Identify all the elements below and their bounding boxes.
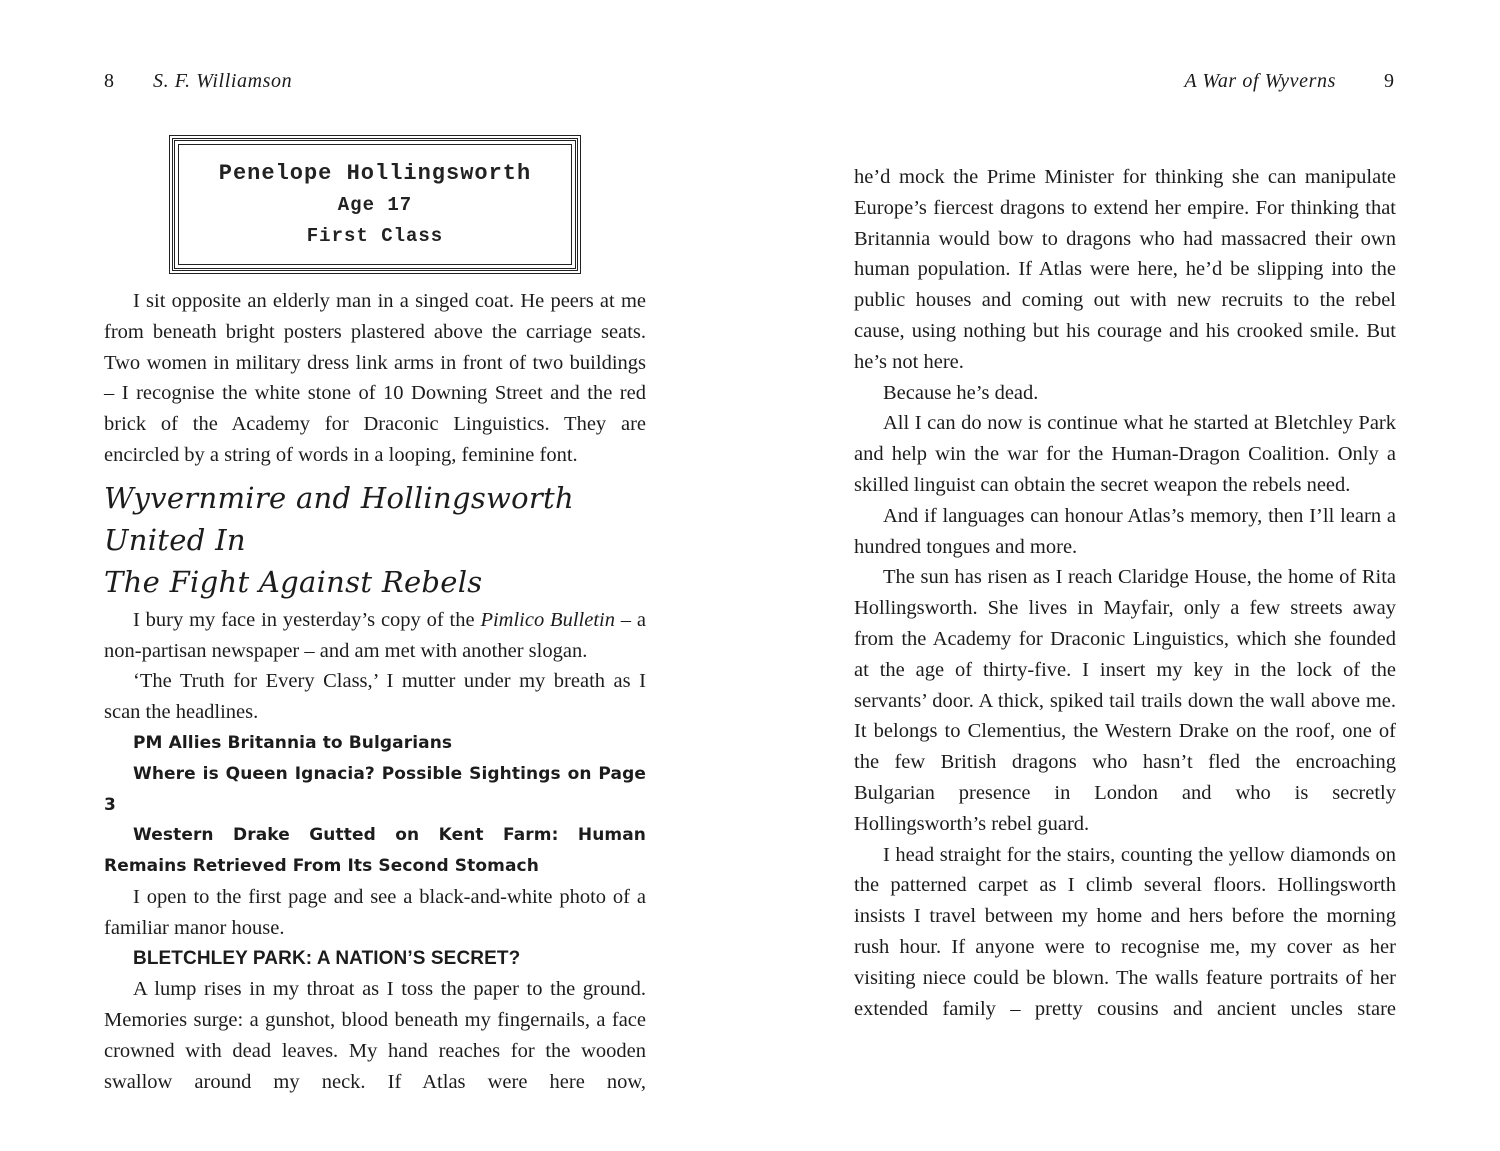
newspaper-headline: Western Drake Gutted on Kent Farm: Human Remains Retrieved From Its Second Stomach: [104, 825, 646, 877]
newspaper-headline: Where is Queen Ignacia? Possible Sightings on Page 3: [104, 763, 646, 815]
slogan: [104, 477, 646, 603]
ticket-age: Age 17: [337, 193, 413, 216]
paragraph: All I can do now is continue what he started at Bletchley Park and help win the war for the Human-Dragon Coalition. Only a skilled linguist can obtain the secret weapon the rebels need.: [854, 412, 1396, 496]
paragraph: And if languages can honour Atlas’s memory, then I’ll learn a hundred tongues and more.: [854, 504, 1396, 558]
ticket-box: [172, 138, 578, 271]
newspaper-headline: BLETCHLEY PARK: A NATION’S SECRET?: [133, 947, 521, 969]
paragraph: [104, 605, 646, 667]
right-body-text: [854, 162, 1396, 1024]
paragraph: I open to the first page and see a black-and-white photo of a familiar manor house.: [104, 885, 646, 939]
paragraph: I sit opposite an elderly man in a singed coat. He peers at me from beneath bright posters plastered above the carriage seats. Two women in military dress link arms in front of two buildings – I recognise the white stone of 10 Downing Street and the red brick of the Academy for Draconic Linguistics. They are encircled by a string of words in a looping, feminine font.: [104, 290, 646, 466]
paragraph: The sun has risen as I reach Claridge House, the home of Rita Hollingsworth. She lives in Mayfair, only a few streets away from the Academy for Draconic Linguistics, which she founded at the age of thirty-five. I insert my key in the lock of the servants’ door. A thick, spiked tail trails down the wall above me. It belongs to Clementius, the Western Drake on the roof, one of the few British dragons who hasn’t fled the encroaching Bulgarian presence in London and who is secretly Hollingsworth’s rebel guard.: [854, 566, 1396, 835]
slogan-line: The Fight Against Rebels: [104, 564, 483, 599]
paragraph: he’d mock the Prime Minister for thinking she can manipulate Europe’s fiercest dragons to extend her empire. For thinking that Britannia would bow to dragons who had massacred their own human population. If Atlas were here, he’d be slipping into the public houses and coming out with new recruits to the rebel cause, using nothing but his courage and his crooked smile. But he’s not here.: [854, 166, 1396, 373]
paragraph: Because he’s dead.: [883, 381, 1039, 404]
paragraph: ‘The Truth for Every Class,’ I mutter under my breath as I scan the headlines.: [104, 670, 646, 724]
page-number-left: 8: [104, 70, 114, 92]
page-number-right: 9: [1384, 70, 1394, 92]
running-head-author: S. F. Williamson: [153, 70, 293, 92]
paragraph: A lump rises in my throat as I toss the paper to the ground. Memories surge: a gunshot, blood beneath my fingernails, a face crowned with dead leaves. My hand reaches for the wooden swallow around my neck. If Atlas were here now,: [104, 978, 646, 1093]
newspaper-title: Pimlico Bulletin: [480, 608, 615, 631]
slogan-line: Wyvernmire and Hollingsworth United In: [104, 480, 574, 557]
paragraph-text: – a non-partisan newspaper – and am met with another slogan.: [104, 608, 647, 662]
newspaper-headline: PM Allies Britannia to Bulgarians: [133, 732, 453, 753]
ticket-class: First Class: [306, 224, 444, 247]
paragraph-text: I bury my face in yesterday’s copy of the: [133, 608, 481, 631]
running-head-title: A War of Wyverns: [1184, 70, 1336, 92]
ticket-name: Penelope Hollingsworth: [218, 160, 532, 186]
ticket-box-inner: [178, 144, 572, 265]
paragraph: I head straight for the stairs, counting the yellow diamonds on the patterned carpet as I climb several floors. Hollingsworth insists I travel between my home and hers before the morning rush hour. If anyone were to recognise me, my cover as her visiting niece could be blown. The walls feature portraits of her extended family – pretty cousins and ancient uncles stare: [854, 843, 1396, 1020]
left-body-text: [104, 286, 646, 1098]
